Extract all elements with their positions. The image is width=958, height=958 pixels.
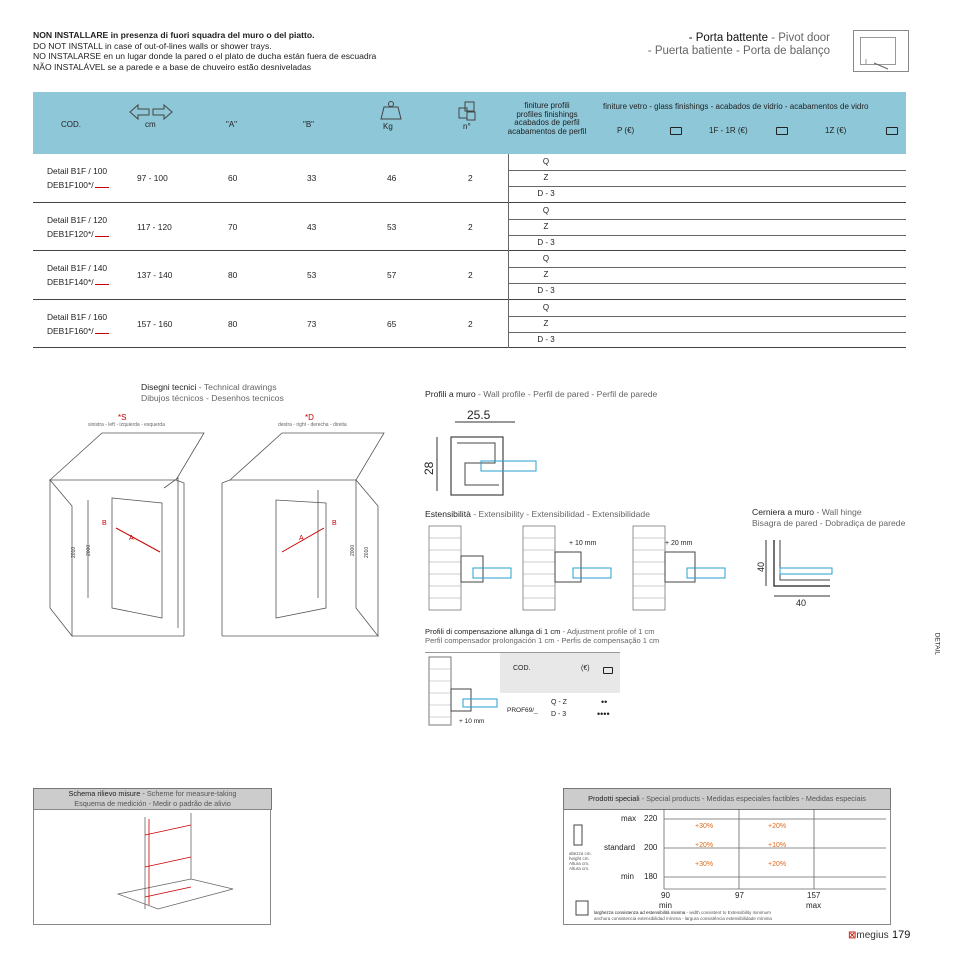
product-table-header [33, 92, 906, 154]
adj-delivery-2: •••• [597, 709, 610, 719]
row-n: 2 [468, 318, 473, 329]
svg-text:2010: 2010 [364, 546, 370, 558]
door-title-rest: - Pivot door [768, 32, 830, 44]
right-sub: destra - right - derecha - direita [278, 422, 347, 428]
row-code [47, 275, 109, 289]
row-name: Detail B1F / 100 [47, 166, 108, 176]
hinge-diagram [752, 532, 842, 610]
finish-option: Z [543, 173, 549, 183]
measure-scheme-title: Schema rilievo misure - Scheme for measure-taking Esquema de medición - Medir o padrão de alivio [33, 788, 272, 810]
svg-text:2000: 2000 [350, 544, 356, 556]
truck-icon [603, 667, 613, 674]
special-products-chart [563, 809, 891, 925]
adj-cod-header: COD. [513, 665, 531, 672]
door-title-main: - Porta battente [688, 32, 768, 44]
product-table-body [33, 154, 906, 350]
code-suffix-marker [95, 229, 109, 237]
finish-divider [508, 170, 906, 171]
row-divider [33, 250, 906, 251]
right-mark: *D [305, 413, 314, 422]
truck-icon [886, 127, 898, 135]
row-b: 53 [307, 270, 317, 280]
door-type-title [648, 32, 830, 58]
finish-divider [508, 316, 906, 317]
warning-es: NO INSTALARSE en un lugar donde la pared o el plato de ducha están fuera de escuadra [33, 51, 377, 61]
adjustment-table [425, 652, 620, 729]
finish-option: Q [542, 302, 550, 312]
install-warning [33, 30, 376, 72]
row-cm: 157 - 160 [137, 318, 173, 329]
finish-option: Z [543, 318, 549, 328]
weight-icon [380, 100, 402, 120]
y-180: 180 [644, 872, 658, 881]
brand-logo: ⊠megius [848, 930, 889, 941]
truck-icon [670, 127, 682, 135]
header-kg: Kg [383, 122, 393, 131]
svg-text:40: 40 [796, 598, 807, 608]
svg-text:40: 40 [756, 561, 766, 572]
row-b: 33 [307, 173, 317, 183]
finish-divider [508, 186, 906, 187]
x-90: 90 [661, 891, 670, 900]
row-a: 70 [228, 221, 238, 232]
packages-icon [457, 100, 477, 122]
enclosure-drawings [44, 428, 402, 643]
adj-delivery-1: •• [601, 697, 608, 707]
row-code [47, 227, 109, 241]
max-label: max [621, 814, 637, 823]
finish-divider [508, 235, 906, 236]
finish-option: Q [542, 205, 550, 215]
row-a: 80 [228, 270, 238, 280]
wall-profile-title: Profili a muro - Wall profile - Perfil de pared - Perfil de parede [425, 389, 658, 399]
svg-text:+ 10 mm: + 10 mm [569, 540, 597, 547]
svg-text:25.5: 25.5 [467, 408, 491, 422]
row-n: 2 [468, 270, 473, 280]
header-b: "B" [303, 120, 315, 129]
side-label: DETAIL [933, 632, 940, 655]
finish-divider [508, 219, 906, 220]
row-a: 80 [228, 318, 238, 329]
header-glass-finish: finiture vetro - glass finishings - acabados de vidrio - acabamentos de vidro [603, 102, 869, 111]
warning-it: NON INSTALLARE in presenza di fuori squadra del muro o del piatto. [33, 30, 315, 40]
adj-eur-header: (€) [581, 665, 590, 672]
code-suffix-marker [95, 180, 109, 188]
finish-column-divider [508, 154, 509, 348]
row-divider [33, 299, 906, 300]
pct-5: +30% [695, 861, 714, 868]
wall-profile-diagram [422, 405, 540, 497]
row-cm: 97 - 100 [137, 173, 168, 183]
pct-6: +20% [768, 861, 787, 868]
width-arrows-icon [129, 104, 173, 120]
code-suffix-marker [95, 326, 109, 334]
finish-option: Z [543, 221, 549, 231]
row-code-text: DEB1F120*/ [47, 228, 94, 239]
row-divider [33, 347, 906, 348]
row-b: 43 [307, 221, 317, 232]
drawings-title: Disegni tecnici - Technical drawings Dibujos técnicos - Desenhos tecnicos [141, 382, 284, 403]
height-label: altezza cm. height cm. Altura cm. Altura cm. [569, 851, 592, 871]
door-title-line2: - Puerta batiente - Porta de balanço [647, 45, 830, 57]
pct-2: +20% [768, 823, 787, 830]
svg-text:B: B [102, 520, 107, 527]
header-cm: cm [145, 120, 156, 129]
hinge-title: Cerniera a muro - Wall hinge Bisagra de pared - Dobradiça de parede [752, 507, 906, 528]
finish-option: D - 3 [537, 237, 555, 247]
row-code-text: DEB1F160*/ [47, 325, 94, 336]
row-name: Detail B1F / 120 [47, 214, 108, 225]
row-cm: 137 - 140 [137, 270, 173, 280]
warning-pt: NÃO INSTALÁVEL se a parede e a base de chuveiro estão desniveladas [33, 61, 312, 72]
standard-label: standard [604, 843, 636, 852]
truck-icon [776, 127, 788, 135]
pct-3: +20% [695, 842, 714, 849]
row-cm: 117 - 120 [137, 221, 172, 232]
left-mark: *S [118, 413, 127, 422]
header-cod: COD. [61, 120, 81, 129]
finish-option: D - 3 [537, 286, 555, 296]
row-kg: 57 [387, 270, 397, 280]
warning-en: DO NOT INSTALL in case of out-of-lines walls or shower trays. [33, 40, 272, 51]
svg-text:2000: 2000 [86, 544, 92, 556]
row-name: Detail B1F / 140 [47, 263, 108, 273]
header-a: "A" [226, 120, 238, 129]
row-code [47, 324, 109, 338]
svg-text:2010: 2010 [71, 546, 77, 558]
header-p-price: P (€) [617, 126, 635, 135]
header-profile-finish: finiture profili profiles finishings acabados de perfil acabamentos de perfil [507, 101, 587, 136]
finish-option: Q [542, 254, 550, 263]
adjustment-title: Profili di compensazione allunga di 1 cm - Adjustment profile of 1 cm Perfil compensador prolongación 1 cm - Perfis de compensação 1 cm [425, 627, 660, 645]
finish-option: Z [543, 270, 549, 280]
row-name: Detail B1F / 160 [47, 311, 108, 322]
svg-text:+ 10 mm: + 10 mm [459, 718, 485, 725]
code-suffix-marker [95, 277, 109, 285]
row-divider [33, 202, 906, 203]
row-n: 2 [468, 173, 473, 183]
svg-text:A: A [129, 535, 134, 542]
adj-code: PROF69/_ [507, 707, 538, 714]
x-max: max [806, 901, 822, 910]
door-thumbnail-icon [853, 30, 909, 72]
adj-finish-2: D - 3 [551, 711, 567, 718]
row-n: 2 [468, 221, 473, 232]
header-1z-price: 1Z (€) [825, 126, 847, 135]
page-number: 179 [892, 929, 911, 941]
finish-option: D - 3 [537, 189, 555, 199]
header-1f1r-price: 1F - 1R (€) [709, 126, 748, 135]
row-code [47, 178, 109, 192]
row-kg: 53 [387, 221, 397, 232]
left-sub: sinistra - left - izquierda - esquerda [88, 422, 165, 428]
measure-scheme-diagram [33, 809, 271, 925]
width-label: larghezza consistenza ad estensibilità minima - width consistent to Extensibility minimum anchura consistencia extensibilidad mínima - largura consistência extensibilidade mínima [594, 910, 772, 921]
row-a: 60 [228, 173, 238, 183]
special-products-title: Prodotti speciali - Special products - Medidas especiales factibles - Medidas especiais [563, 788, 891, 810]
header-n: n° [463, 122, 471, 131]
row-code-text: DEB1F100*/ [47, 180, 94, 190]
pct-4: +10% [768, 842, 787, 849]
adjustment-diagram [425, 653, 500, 729]
svg-text:B: B [332, 520, 337, 527]
row-kg: 65 [387, 318, 397, 329]
x-97: 97 [735, 891, 744, 900]
row-kg: 46 [387, 173, 397, 183]
finish-divider [508, 283, 906, 284]
svg-text:A: A [299, 535, 304, 542]
adj-finish-1: Q - Z [551, 699, 567, 706]
row-b: 73 [307, 318, 317, 329]
row-code-text: DEB1F140*/ [47, 277, 94, 287]
finish-option: Q [542, 157, 550, 166]
pct-1: +30% [695, 823, 714, 830]
extensibility-diagrams [425, 522, 735, 614]
y-220: 220 [644, 814, 658, 823]
extensibility-title: Estensibilità - Extensibility - Extensibilidad - Extensibilidade [425, 509, 650, 519]
svg-text:28: 28 [422, 461, 436, 475]
svg-text:+ 20 mm: + 20 mm [665, 540, 693, 547]
finish-divider [508, 267, 906, 268]
x-157: 157 [807, 891, 821, 900]
x-min: min [659, 901, 672, 910]
y-200: 200 [644, 843, 658, 852]
finish-option: D - 3 [537, 334, 555, 344]
min-label: min [621, 872, 634, 881]
finish-divider [508, 332, 906, 333]
